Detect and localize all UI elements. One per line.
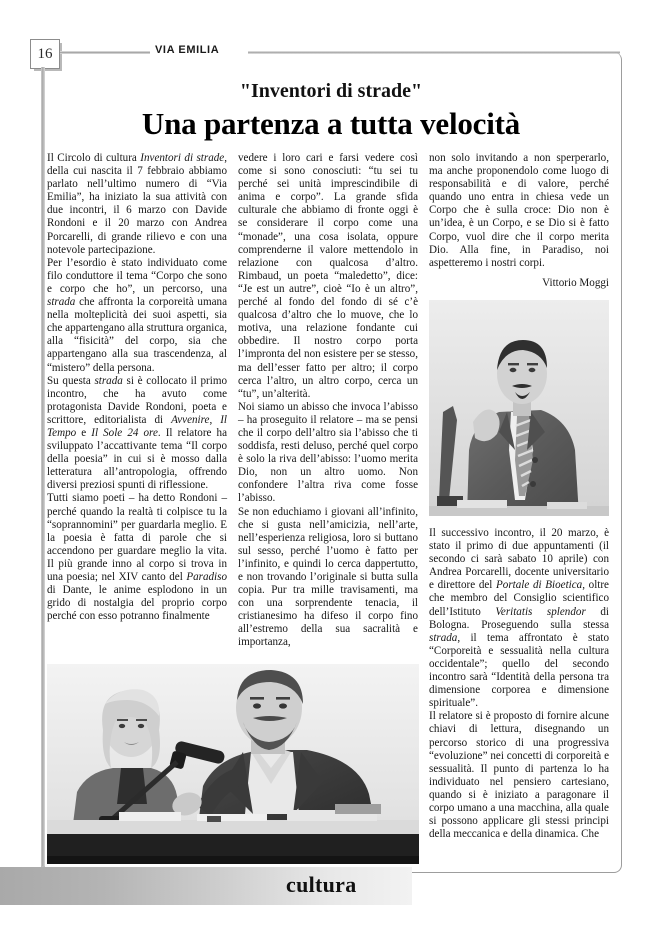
header-rule-right [248, 51, 620, 54]
wide-photo-graphic [47, 664, 419, 864]
portrait-photo-graphic [429, 300, 609, 516]
column-3-upper-text [429, 152, 609, 270]
article-paragraph: vedere i loro cari e farsi vedere così come si sono conosciuti: “tu sei tu perché sei unità imprescindibile di anima e corpo”. La grande sfida culturale che abbiamo di fronte oggi è se considerare il corpo come una “monade”, una cosa isolata, oppure comprenderne il valore mettendolo in relazione con qualcosa d’altro. Rimbaud, un poeta “maledetto”, dice: “Je est un autre”, cioè “Io è un altro”, perché al fondo del fondo di sé c’è qualcosa d’altro che lo muove, che lo motiva, una relazione fondante cui obbedire. Il nostro corpo porta l’impronta del non esistere per se stesso, ma dell’esser fatto per altro; il corpo cerca l’altro, un altro corpo, cerca un “tu”, un’alterità. [238, 152, 418, 400]
article-paragraph: Tutti siamo poeti – ha detto Rondoni – perché quando la realtà ti colpisce tu la “soprannomini” per guardarla meglio. E la poesia è fatta di parole che si accendono per guardare meglio la vita. Il più grande inno al corpo si trova in una poesia; nel XIV canto del Paradiso di Dante, le anime esplodono in un grido di nostalgia del proprio corpo perché con esso potranno finalmente [47, 492, 227, 623]
footer-section-label: cultura [286, 872, 357, 897]
page-header [0, 0, 656, 78]
article-column-3-lower [429, 527, 609, 841]
article-paragraph: non solo invitando a non sperperarlo, ma anche proponendolo come luogo di responsabilità e di valore, perché quando uno entra in chiesa vede un Corpo che è sulla croce: Dio non è un’idea, è un Corpo, e se Dio si è fatto Corpo, vuol dire che il corpo merita Dio. Alla fine, in Paradiso, noi aspetteremo i nostri corpi. [429, 152, 609, 269]
speaker-portrait-photo [429, 300, 609, 516]
page-number-box [30, 39, 60, 69]
article-paragraph: Il relatore si è proposto di fornire alcune chiavi di lettura, disegnando un percorso storico di una progressiva “evoluzione” nei concetti di corporeità e sessualità. Il punto di partenza lo ha individuato nel pensiero cartesiano, quando si è iniziato a paragonare il corpo umano a una macchina, alla quale si possono applicare gli stessi principi della meccanica e della dinamica. Che [429, 710, 609, 841]
article-paragraph: Su questa strada si è collocato il primo incontro, che ha avuto come protagonista Davide Rondoni, poeta e scrittore, editorialista di Avvenire, Il Tempo e Il Sole 24 ore. Il relatore ha sviluppato l’accattivante tema “Il corpo della poesia” in cui si è mosso dalla letteratura all’antropologia, offrendo diversi preziosi spunti di riflessione. [47, 374, 228, 492]
article-paragraph: Noi siamo un abisso che invoca l’abisso – ha proseguito il relatore – ma se pensi che il corpo dell’altro sia l’abisso che ti soddisfa, resti deluso, perché quel corpo è solo la riva dell’abisso: l’uomo merita Dio, non un altro uomo. Non confondere l’altra riva come fosse l’abisso. [238, 400, 418, 505]
article-kicker: "Inventori di strade" [239, 80, 423, 102]
article-paragraph: Se non educhiamo i giovani all’infinito, che si gusta nell’amicizia, nell’arte, nell’esperienza religiosa, loro si buttano sul sesso, perché l’uomo è fatto per l’infinito, e quindi lo cerca dappertutto, e non trovando l’originale si butta sulla copia. Pur tra mille travisamenti, ma con una sorprendente tenacia, il cristianesimo ha difeso il corpo fino all’estremo della sua sacralità e importanza, [238, 505, 418, 649]
article-paragraph: Per l’esordio è stato individuato come filo conduttore il tema “Corpo che sono e corpo che ho”, un percorso, una strada che affronta la corporeità umana nella molteplicità dei suoi aspetti, sia che appartengano alla struttura organica, alla “fisicità” del corpo, sia che appartengano alla sua trascendenza, al “mistero” della persona. [47, 256, 227, 374]
article-column-2 [238, 152, 418, 672]
article-paragraph: Il successivo incontro, il 20 marzo, è stato il primo di due appuntamenti (il secondo ci sarà sabato 10 aprile) con Andrea Porcarelli, docente universitario e direttore del Portale di Bioetica, oltre che membro del Consiglio scientifico dell’Istituto Veritatis splendor di Bologna. Proseguendo sulla stessa strada, il tema affrontato è stato “Corporeità e sessualità nella cultura occidentale”; quello del secondo incontro sarà “Identità della persona tra dimensione corporea e dimensione spirituale”. [429, 527, 609, 710]
page-number: 16 [37, 45, 53, 62]
article-column-1 [47, 152, 227, 717]
masthead-title: VIA EMILIA [155, 44, 220, 56]
article-headline: Una partenza a tutta velocità [141, 106, 521, 141]
left-vertical-rule [41, 67, 45, 869]
header-rule-left [60, 51, 150, 54]
article-column-3-upper [429, 152, 609, 290]
article-byline: Vittorio Moggi [542, 276, 609, 289]
panel-discussion-photo [47, 664, 419, 864]
article-paragraph: Il Circolo di cultura Inventori di strade, della cui nascita il 7 febbraio abbiamo parlato nell’ultimo numero di “Via Emilia”, ha iniziato la sua attività con due incontri, il 6 marzo con Davide Rondoni e il 20 marzo con Andrea Porcarelli, di grande rilievo e con una notevole partecipazione. [47, 152, 228, 256]
